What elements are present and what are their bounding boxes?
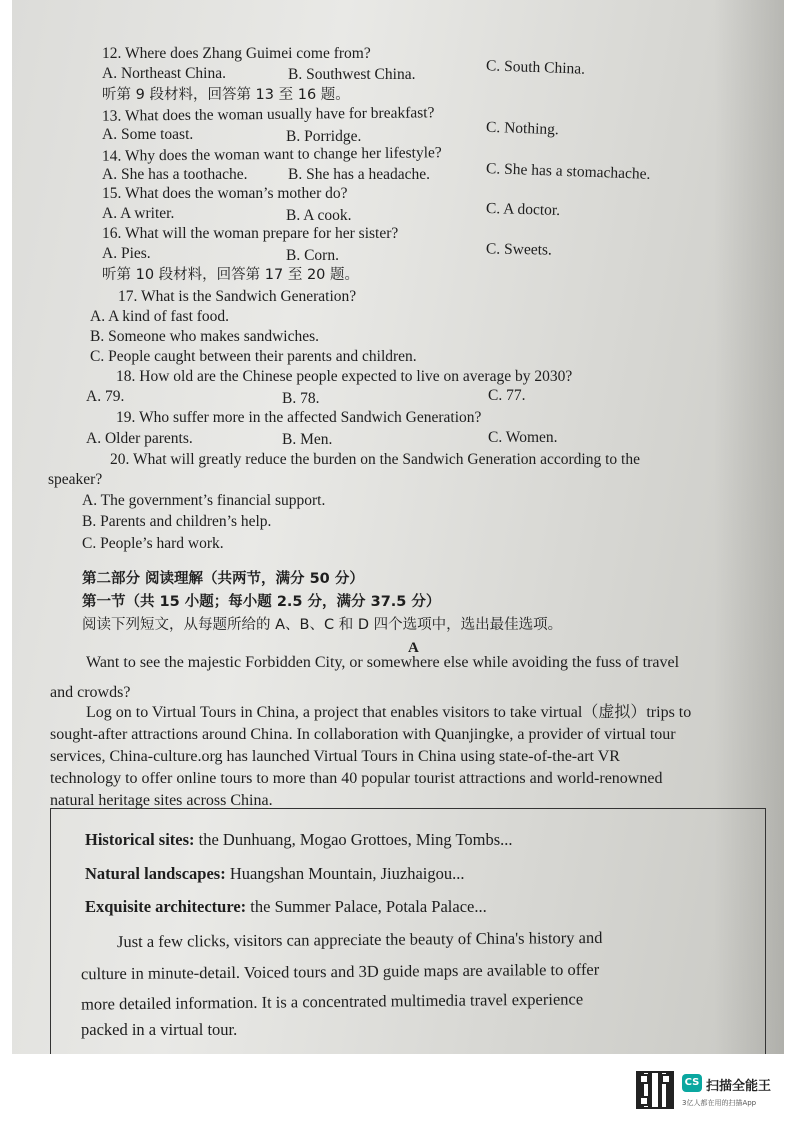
q14-question: 14. Why does the woman want to change her lifestyle? bbox=[101, 144, 442, 165]
q13-option-c: C. Nothing. bbox=[485, 118, 560, 139]
passage9-instruction: 听第 9 段材料，回答第 13 至 16 题。 bbox=[102, 87, 350, 103]
q20-question-line1: 20. What will greatly reduce the burden on the Sandwich Generation according to the bbox=[110, 451, 640, 468]
q14-option-a: A. She has a toothache. bbox=[102, 166, 248, 183]
q15-option-b: B. A cook. bbox=[286, 207, 352, 224]
architecture-line bbox=[85, 898, 487, 916]
q20-option-b: B. Parents and children’s help. bbox=[82, 513, 272, 530]
passage-a-p1-line2: and crowds? bbox=[50, 684, 131, 701]
natural-landscapes-label: Natural landscapes: bbox=[85, 864, 226, 883]
historical-sites-line bbox=[85, 831, 513, 849]
q14-option-c: C. She has a stomachache. bbox=[485, 160, 651, 183]
q15-option-c: C. A doctor. bbox=[485, 200, 561, 219]
passage-a-p2-line1: Log on to Virtual Tours in China, a project that enables visitors to take virtual（虚拟）trips to bbox=[86, 704, 692, 721]
q19-option-b: B. Men. bbox=[282, 431, 333, 448]
box-para-line4: packed in a virtual tour. bbox=[81, 1020, 238, 1039]
camscanner-app-name: 扫描全能王 bbox=[706, 1079, 772, 1094]
q19-option-a: A. Older parents. bbox=[86, 430, 193, 447]
passage-a-p2-line5: natural heritage sites across China. bbox=[50, 792, 273, 809]
q12-question: 12. Where does Zhang Guimei come from? bbox=[102, 45, 371, 62]
q16-option-c: C. Sweets. bbox=[485, 240, 553, 259]
passage-a-p2-line3: services, China-culture.org has launched Virtual Tours in China using state-of-the-art VR bbox=[50, 748, 620, 765]
q19-option-c: C. Women. bbox=[488, 429, 558, 446]
box-para-line1: Just a few clicks, visitors can appreciate the beauty of China's history and bbox=[116, 927, 603, 952]
historical-sites-label: Historical sites: bbox=[85, 830, 195, 849]
passage10-instruction: 听第 10 段材料，回答第 17 至 20 题。 bbox=[102, 267, 360, 283]
natural-landscapes-line bbox=[85, 865, 464, 883]
qr-code-icon bbox=[636, 1071, 674, 1109]
camscanner-tagline: 3亿人都在用的扫描App bbox=[682, 1099, 757, 1107]
q18-option-c: C. 77. bbox=[488, 387, 526, 404]
box-para-line3: more detailed information. It is a concentrated multimedia travel experience bbox=[80, 989, 584, 1014]
q14-option-b: B. She has a headache. bbox=[288, 166, 431, 183]
part2-section1: 第一节（共 15 小题；每小题 2.5 分，满分 37.5 分） bbox=[82, 594, 441, 610]
q12-option-c: C. South China. bbox=[485, 57, 586, 78]
passage-a-label: A bbox=[408, 640, 419, 656]
q20-option-a: A. The government’s financial support. bbox=[82, 492, 326, 509]
q16-option-b: B. Corn. bbox=[286, 247, 339, 264]
q18-option-b: B. 78. bbox=[282, 390, 320, 407]
camscanner-logo-icon: CS bbox=[682, 1074, 702, 1092]
q17-option-a: A. A kind of fast food. bbox=[90, 308, 230, 325]
q13-question: 13. What does the woman usually have for breakfast? bbox=[101, 104, 435, 125]
natural-landscapes-text: Huangshan Mountain, Jiuzhaigou... bbox=[225, 864, 465, 883]
q17-question: 17. What is the Sandwich Generation? bbox=[118, 288, 357, 305]
q15-question: 15. What does the woman’s mother do? bbox=[102, 185, 348, 202]
passage-a-p2-line4: technology to offer online tours to more than 40 popular tourist attractions and world-renowned bbox=[50, 770, 663, 787]
q16-question: 16. What will the woman prepare for her sister? bbox=[102, 225, 399, 242]
info-box bbox=[50, 808, 766, 1054]
q12-option-a: A. Northeast China. bbox=[102, 65, 226, 82]
scanned-page bbox=[12, 0, 784, 1054]
q20-question-line2: speaker? bbox=[48, 471, 103, 488]
q19-question: 19. Who suffer more in the affected Sandwich Generation? bbox=[116, 409, 482, 426]
q12-option-b: B. Southwest China. bbox=[288, 66, 416, 83]
historical-sites-text: the Dunhuang, Mogao Grottoes, Ming Tombs... bbox=[194, 830, 513, 849]
q13-option-b: B. Porridge. bbox=[286, 128, 362, 145]
q18-option-a: A. 79. bbox=[86, 388, 125, 405]
part2-instruction: 阅读下列短文，从每题所给的 A、B、C 和 D 四个选项中，选出最佳选项。 bbox=[82, 617, 563, 633]
q17-option-b: B. Someone who makes sandwiches. bbox=[90, 328, 320, 345]
architecture-label: Exquisite architecture: bbox=[85, 897, 247, 916]
q18-question: 18. How old are the Chinese people expected to live on average by 2030? bbox=[116, 368, 573, 385]
box-para-line2: culture in minute-detail. Voiced tours and 3D guide maps are available to offer bbox=[80, 959, 600, 984]
q15-option-a: A. A writer. bbox=[102, 205, 175, 222]
q16-option-a: A. Pies. bbox=[102, 245, 151, 262]
q17-option-c: C. People caught between their parents and children. bbox=[90, 348, 417, 365]
architecture-text: the Summer Palace, Potala Palace... bbox=[246, 897, 487, 916]
q20-option-c: C. People’s hard work. bbox=[82, 535, 224, 552]
q13-option-a: A. Some toast. bbox=[102, 126, 194, 143]
part2-title: 第二部分 阅读理解（共两节，满分 50 分） bbox=[82, 571, 364, 587]
passage-a-p2-line2: sought-after attractions around China. In collaboration with Quanjingke, a provider of virtual tour bbox=[50, 726, 676, 743]
passage-a-p1-line1: Want to see the majestic Forbidden City, or somewhere else while avoiding the fuss of travel bbox=[86, 654, 680, 671]
